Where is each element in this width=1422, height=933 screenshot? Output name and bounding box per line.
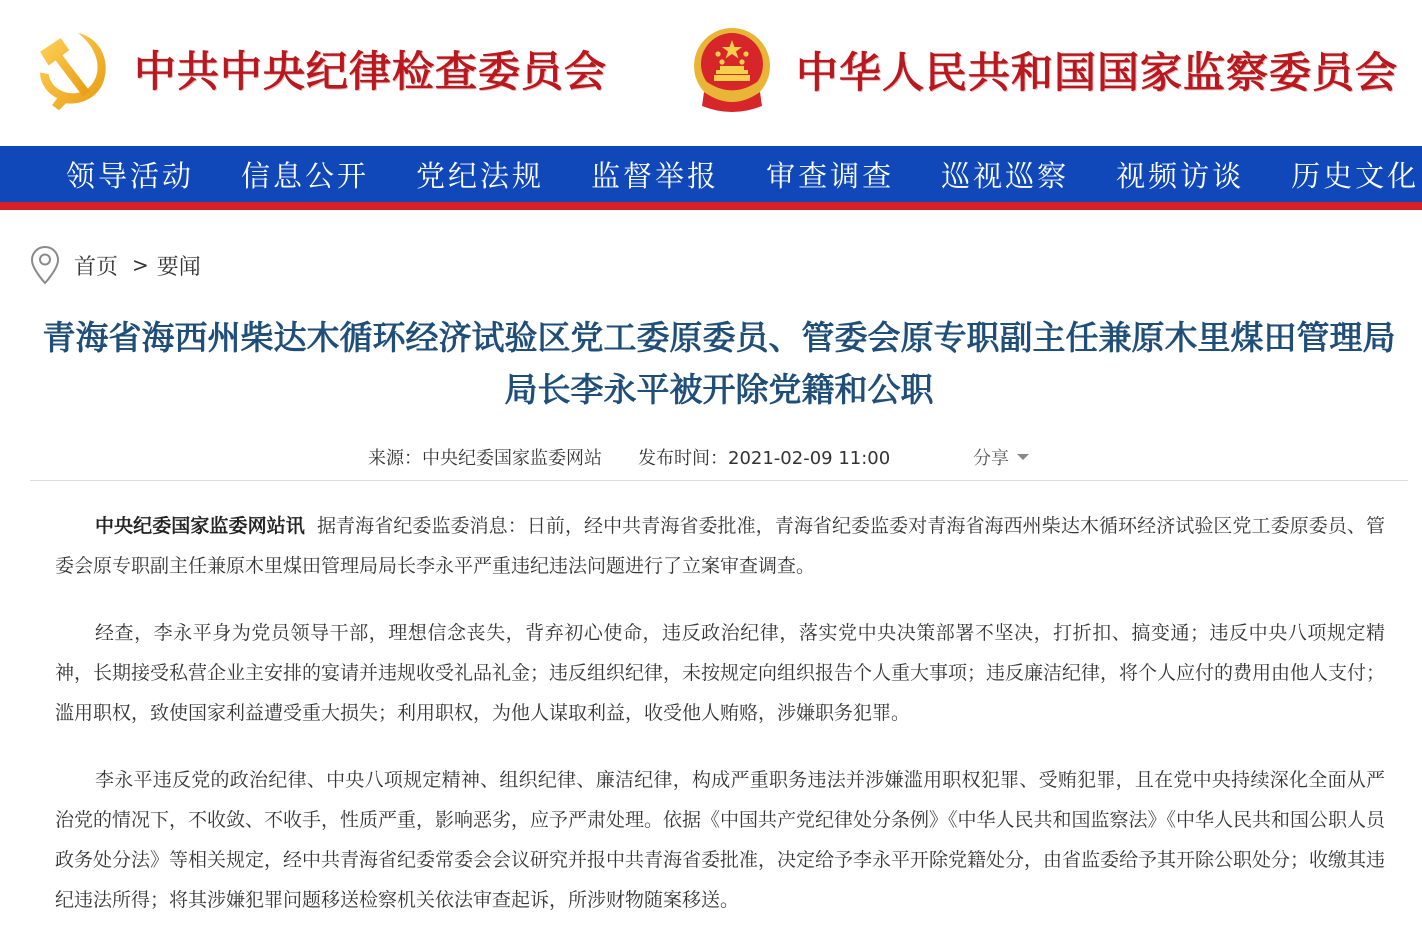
location-pin-icon — [30, 245, 60, 285]
breadcrumb — [30, 243, 201, 287]
nav-item-investigation[interactable]: 审查调查 — [766, 158, 895, 193]
share-label: 分享 — [973, 448, 1009, 469]
article-paragraph: 李永平违反党的政治纪律、中央八项规定精神、组织纪律、廉洁纪律，构成严重职务违法并涉嫌滥用职权犯罪、受贿犯罪，且在党中央持续深化全面从严治党的情况下，不收敛、不收手，性质严重，影响恶劣，应予严肃处理。依据《中国共产党纪律处分条例》《中华人民共和国监察法》《中华人民共和国公职人员政务处分法》等相关规定，经中共青海省纪委常委会会议研究并报中共青海省委批准，决定给予李永平开除党籍处分，由省监委给予其开除公职处分；收缴其违纪违法所得；将其涉嫌犯罪问题移送检察机关依法审查起诉，所涉财物随案移送。 — [55, 769, 1386, 911]
nav-item-info-disclosure[interactable]: 信息公开 — [241, 158, 370, 193]
breadcrumb-separator: > — [132, 253, 149, 277]
nsc-brand[interactable] — [690, 20, 1398, 120]
nav-red-stripe — [0, 202, 1422, 210]
nav-item-history-culture[interactable]: 历史文化 — [1291, 158, 1420, 193]
article-meta — [0, 440, 1422, 472]
nav-item-video-interviews[interactable]: 视频访谈 — [1116, 158, 1245, 193]
chevron-down-icon — [1017, 454, 1029, 460]
time-label: 发布时间： — [638, 448, 728, 469]
article-title: 青海省海西州柴达木循环经济试验区党工委原委员、管委会原专职副主任兼原木里煤田管理局局长李永平被开除党籍和公职 — [42, 318, 1396, 409]
meta-divider — [30, 480, 1408, 481]
breadcrumb-home[interactable]: 首页 — [74, 254, 119, 280]
article-body — [55, 506, 1385, 933]
nav-item-inspection[interactable]: 巡视巡察 — [941, 158, 1070, 193]
source-value: 中央纪委国家监委网站 — [422, 448, 602, 469]
site-header — [0, 0, 1422, 146]
ccdi-brand[interactable] — [28, 24, 607, 114]
article-paragraph: 中央纪委国家监委网站讯 据青海省纪委监委消息：日前，经中共青海省委批准，青海省纪委监委对青海省海西州柴达木循环经济试验区党工委原委员、管委会原专职副主任兼原木里煤田管理局局长李永平严重违纪违法问题进行了立案审查调查。 — [55, 515, 1385, 577]
nav-item-supervision-report[interactable]: 监督举报 — [591, 158, 720, 193]
main-nav — [0, 146, 1422, 202]
time-value: 2021-02-09 11:00 — [728, 448, 891, 469]
dateline: 中央纪委国家监委网站讯 — [95, 515, 305, 537]
nsc-title: 中华人民共和国国家监察委员会 — [796, 48, 1399, 97]
party-emblem-icon — [28, 26, 114, 112]
ccdi-title: 中共中央纪律检查委员会 — [134, 47, 608, 96]
national-emblem-icon — [690, 22, 774, 118]
article-publish-time — [638, 444, 890, 470]
nav-item-party-regulations[interactable]: 党纪法规 — [416, 158, 545, 193]
article-paragraph: 经查，李永平身为党员领导干部，理想信念丧失，背弃初心使命，违反政治纪律，落实党中央决策部署不坚决，打折扣、搞变通；违反中央八项规定精神，长期接受私营企业主安排的宴请并违规收受礼品礼金；违反组织纪律，未按规定向组织报告个人重大事项；违反廉洁纪律，将个人应付的费用由他人支付；滥用职权，致使国家利益遭受重大损失；利用职权，为他人谋取利益，收受他人贿赂，涉嫌职务犯罪。 — [55, 622, 1386, 724]
breadcrumb-current[interactable]: 要闻 — [156, 254, 201, 280]
nav-item-leadership[interactable]: 领导活动 — [66, 158, 195, 193]
source-label: 来源： — [368, 448, 422, 469]
article-source — [368, 444, 602, 470]
share-button[interactable] — [973, 444, 1029, 470]
